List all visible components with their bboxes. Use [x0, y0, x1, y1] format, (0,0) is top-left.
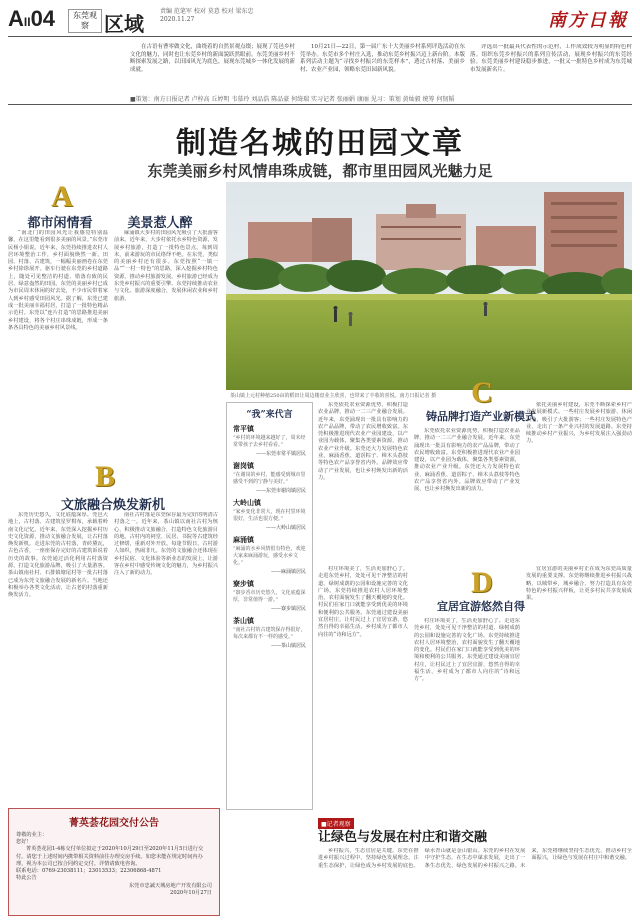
editorial-tag: ■记者观察	[318, 818, 354, 829]
sidebox-title: “我”来代言	[246, 410, 293, 420]
sidebox-attribution: ——茶山镇居民	[270, 643, 306, 649]
editorial-body: 乡村振兴，生态宜居是关键。东莞在推进乡村振兴过程中，坚持绿色发展理念，注重生态保护，让绿色成为乡村发展的底色。绿水青山就是金山银山。东莞的乡村在发展中守护生态，在生态中谋求发展，走出了一条生态优先、绿色发展的乡村振兴之路。未来，东莞将继续坚持生态优先，推动乡村全面振兴，让绿色与发展在村庄中和谐交融。	[318, 848, 632, 869]
sidebox-quote: “家乡变化非常大，现在村里环境很好，生活也很方便。”	[233, 509, 306, 522]
sidebox-attribution: ——东莞市常平镇居民	[255, 451, 306, 457]
sidebox-quote: “麻涌的水乡风情很有特色，欢迎大家来麻涌游玩，感受水乡文化。”	[233, 546, 306, 566]
sidebox-attribution: ——东莞市谢岗镇居民	[255, 488, 306, 494]
editors-info: 责编 范笔军 校对 莫意 校对 梁东忠 2020.11.27	[160, 8, 254, 23]
section-d-title: 宜居宜游悠然自得	[437, 600, 525, 613]
section-c-letter: C	[471, 376, 493, 409]
page-prefix: A	[8, 6, 24, 31]
notice-contact: 联系电话：0769-23038111；23013533；22306868-4871	[16, 868, 162, 875]
credits-line: ■策划：南方日报记者 卢梓高 丘婷明 韦慕玲 刘品浩 陈品豪 何绮瑞 实习记者 张丽娟 康丽 见习：策划 黄灿毅 统筹 何韧韬	[130, 96, 455, 103]
intro-col-3: 评选出一批最具代表性的示范村，工作成效较为明显的特色村落。组织东莞乡村振兴的系列宣传活动，展现乡村振兴的东莞经验。东莞美丽乡村建设稳步推进，一批又一批特色乡村成为东莞城市发展新名片。	[470, 44, 632, 73]
section-b-title: 文旅融合焕发新机	[60, 498, 165, 513]
header-rule	[8, 36, 632, 37]
intro-col-1: 在古语有曹零做文化，曲绕着的自然景观点缀；展现了莞邑乡村文化的魅力，同时也让东莞乡村的新面貌跃然眼前。东莞美丽乡村不断探索发展之路，以田园风光为底色，展现东莞城乡一体化发展的新成就。	[130, 44, 296, 73]
section-b-left-text: 东莞历史悠久，文化底蕴深厚。莞邑大地上，古村落、古建筑星罗棋布，承载着岭南文化记忆。近年来，东莞深入挖掘乡村历史文化资源，推动文旅融合发展，让古村落焕发新机。走进东莞的古村落，青砖黛瓦，古色古香，一座座保存完好的古建筑诉说着历史的故事。东莞通过活化利用古村落资源，打造文化旅游品牌，吸引了大量游客。茶山镇南社村、石排镇塘尾村等一批古村落已成为东莞文旅融合发展的新名片。当地还积极举办各类文化活动，让古老的村落重新焕发活力。	[8, 512, 108, 599]
sidebox-place: 茶山镇	[233, 616, 254, 625]
intro-rule	[8, 104, 632, 105]
notice-title: 菁英荟花园交付公告	[69, 818, 159, 829]
sidebox-quote: “南社古村的古建筑保存得很好，每次来都有不一样的感受。”	[233, 627, 306, 640]
sidebox-place: 常平镇	[233, 424, 254, 433]
property-notice	[8, 808, 220, 916]
section-b-letter: B	[94, 460, 115, 493]
section-c-left-text: 东莞依托农业资源优势，积极打造农业品牌，推动一二三产业融合发展。近年来，东莞涌现出一批具有影响力的农产品品牌，带动了农民增收致富。东莞积极推进现代农业产业园建设，以产业园为载体，聚集各类要素资源，推动农业产业升级。东莞还大力发展特色农业，麻涌香蕉、道滘粽子、樟木头荔枝等特色农产品享誉省内外。品牌效应带动了产业发展，也让乡村焕发出新的活力。	[318, 402, 408, 481]
sidebox-entry	[227, 535, 312, 575]
sidebox-entry	[227, 461, 312, 494]
masthead-logo: 南方日報	[548, 10, 628, 31]
sidebox-attribution: ——寮步镇居民	[270, 606, 306, 612]
section-d-left-text: 村庄环境美了，生活更加舒心了。走进东莞乡村，处处可见干净整洁的村道、绿树成荫的公园和设施完善的文化广场。东莞持续推进农村人居环境整治，农村面貌发生了翻天覆地的变化。村民们在家门口就能享受到优美的环境和便利的公共服务。东莞通过建设美丽宜居村庄，让村民过上了宜居宜游、悠然自得的幸福生活，乡村成为了都市人向往的“诗和远方”。	[318, 566, 408, 638]
sidebox-quote: “在谢岗的乡村，能感受到城市里感受不到的宁静与美好。”	[233, 472, 306, 485]
sidebox-entry	[227, 498, 312, 531]
section-name: 区域	[104, 12, 144, 36]
section-a-title-left: 都市闲情看	[27, 216, 93, 231]
sidebox-place: 寮步镇	[233, 579, 254, 588]
sidebox-place: 麻涌镇	[233, 535, 254, 544]
testimonial-sidebox	[226, 402, 313, 810]
section-d-mid-text: 村庄环境美了，生活更加舒心了。走进东莞乡村，处处可见干净整洁的村道、绿树成荫的公园和设施完善的文化广场。东莞持续推进农村人居环境整治，农村面貌发生了翻天覆地的变化。村民们在家门口就能享受到优美的环境和便利的公共服务。东莞通过建设美丽宜居村庄，让村民过上了宜居宜游、悠然自得的幸福生活，乡村成为了都市人向往的“诗和远方”。	[414, 618, 520, 683]
sidebox-quote: “寮步香市历史悠久，文化底蕴深厚，非常值得一游。”	[233, 590, 306, 603]
notice-date: 2020年10月27日	[170, 890, 212, 897]
sidebox-quote: “乡村的环境越来越好了，周末经常带孩子去乡村看看。”	[233, 435, 306, 448]
photo-caption: 茶山镇上元村种植250亩的稻田让周边楼盘业主欣喜，也带来了丰收的喜悦。南方日报记者 摄	[230, 393, 437, 399]
sidebox-entry	[227, 424, 312, 457]
section-a-letter: A	[51, 180, 73, 213]
section-c-right-text: 依托美丽乡村建设，东莞不断探索乡村产业发展新模式。一些村庄发展乡村旅游、休闲农业，吸引了大批游客；一些村庄发展特色产业，走出了一条产业兴村的发展道路。东莞持续推动乡村产业振兴，为乡村发展注入强劲动力。	[526, 402, 632, 445]
section-d-letter: D	[471, 566, 493, 599]
page-header	[0, 0, 640, 44]
editorial-title: 让绿色与发展在村庄和谐交融	[318, 830, 488, 845]
section-a-title-right: 美景惹人醉	[127, 216, 193, 231]
section-c-title: 铸品牌打造产业新模式	[426, 410, 536, 423]
section-b-right-text: 南社古村落是东莞保存最为完好的明清古村落之一。近年来，茶山镇以南社古村为核心，积极推动文旅融合，打造特色文化旅游目的地。古村内的祠堂、民居、书院等古建筑经过修缮，重新对外开放。每逢节假日，古村游人如织，热闹非凡。东莞的文旅融合还体现在乡村民宿、文化体验等新业态的发展上，让游客在乡村中感受传统文化的魅力，为乡村振兴注入了新的动力。	[114, 512, 218, 577]
notice-closing: 特此公告	[16, 875, 37, 882]
rice-field-photo	[226, 182, 632, 390]
section-c-mid-text: 东莞依托农业资源优势，积极打造农业品牌，推动一二三产业融合发展。近年来，东莞涌现出一批具有影响力的农产品品牌，带动了农民增收致富。东莞积极推进现代农业产业园建设，以产业园为载体，聚集各类要素资源，推动农业产业升级。东莞还大力发展特色农业，麻涌香蕉、道滘粽子、樟木头荔枝等特色农产品享誉省内外。品牌效应带动了产业发展，也让乡村焕发出新的活力。	[414, 428, 520, 493]
section-box: 东莞观察	[68, 9, 102, 33]
notice-greeting: 尊敬的业主：	[16, 832, 48, 838]
section-d-right-text: 宜居宜游的美丽乡村正在成为东莞高质量发展的重要支撑。东莞将继续推进乡村振兴战略，以城带乡，城乡融合，努力打造具有东莞特色的乡村振兴样板，让更多村民共享发展成果。	[526, 566, 632, 602]
sidebox-entry	[227, 579, 312, 612]
page-sub: II	[23, 15, 31, 29]
page-number	[8, 6, 55, 32]
sidebox-place: 谢岗镇	[233, 461, 254, 470]
subheadline: 东莞美丽乡村风情串珠成链，都市里田园风光魅力足	[147, 162, 493, 180]
section-a-right-text: 麻涌镇大步村的田园风光吸引了大批游客前来。近年来，大步村依托水乡特色资源，发展乡村旅游，打造了一批特色景点。每到周末，前来游玩的市民络绎不绝。在东莞，类似的美丽乡村还有很多。东莞按照“一镇一品”“一村一特色”的思路，深入挖掘乡村特色资源，推动乡村旅游发展。乡村旅游已经成为东莞乡村振兴的重要引擎。东莞持续推动农业与文化、旅游深度融合，发展休闲农业和乡村旅游。	[114, 230, 218, 302]
rice-field-illustration	[226, 182, 632, 390]
section-a-left-text: “南北门的田园风光让我感觉特别温馨，在这里能看到很多美丽的风景。”东莞市民杨小姐说。近年来，东莞持续推进农村人居环境整治工作，乡村面貌焕然一新。田园、村落、古建筑，一幅幅美丽画卷在东莞乡村徐徐展开。驱车行驶在东莞的乡村道路上，随处可见整洁的村道、错落有致的民居、绿意盎然的田园。东莞的美丽乡村已成为市民周末休闲的好去处，不少市民带着家人到乡村感受田园风光。据了解，东莞已建成一批美丽幸福村居，打造了一批特色精品示范村。东莞以“连片打造”的思路推进美丽乡村建设，将各个村庄串珠成链，形成一条条各具特色的美丽乡村风景线。	[8, 230, 108, 331]
sidebox-entry	[227, 616, 312, 649]
sidebox-place: 大岭山镇	[233, 498, 261, 507]
page-num: 04	[30, 6, 56, 31]
notice-hello: 您好！	[16, 839, 32, 846]
headline: 制造名城的田园文章	[176, 126, 464, 161]
notice-body: 菁英荟花园1-4栋交付单位拟定于2020年10月29日至2020年11月5日进行交付。请您于上述时间内携带相关资料前往办理交房手续。如您未能在规定时间内办理，视为本公司已按合同约定交付。详情请致电咨询。	[16, 846, 204, 867]
sidebox-attribution: ——大岭山镇居民	[265, 525, 306, 531]
intro-col-2: 10月21日—22日，第一届广东十大美丽乡村系列评选活动在东莞举办。东莞市多个村庄入选，推动东莞乡村振兴迈上新台阶。本版系列活动主题为“寻找乡村振兴的东莞样本”，透过古村落、美丽乡村、农业产业园，领略东莞田园新风貌。	[300, 44, 466, 73]
notice-signature: 东莞市忠誠天城房地产开发有限公司	[128, 883, 212, 890]
sidebox-attribution: ——麻涌镇居民	[270, 569, 306, 575]
